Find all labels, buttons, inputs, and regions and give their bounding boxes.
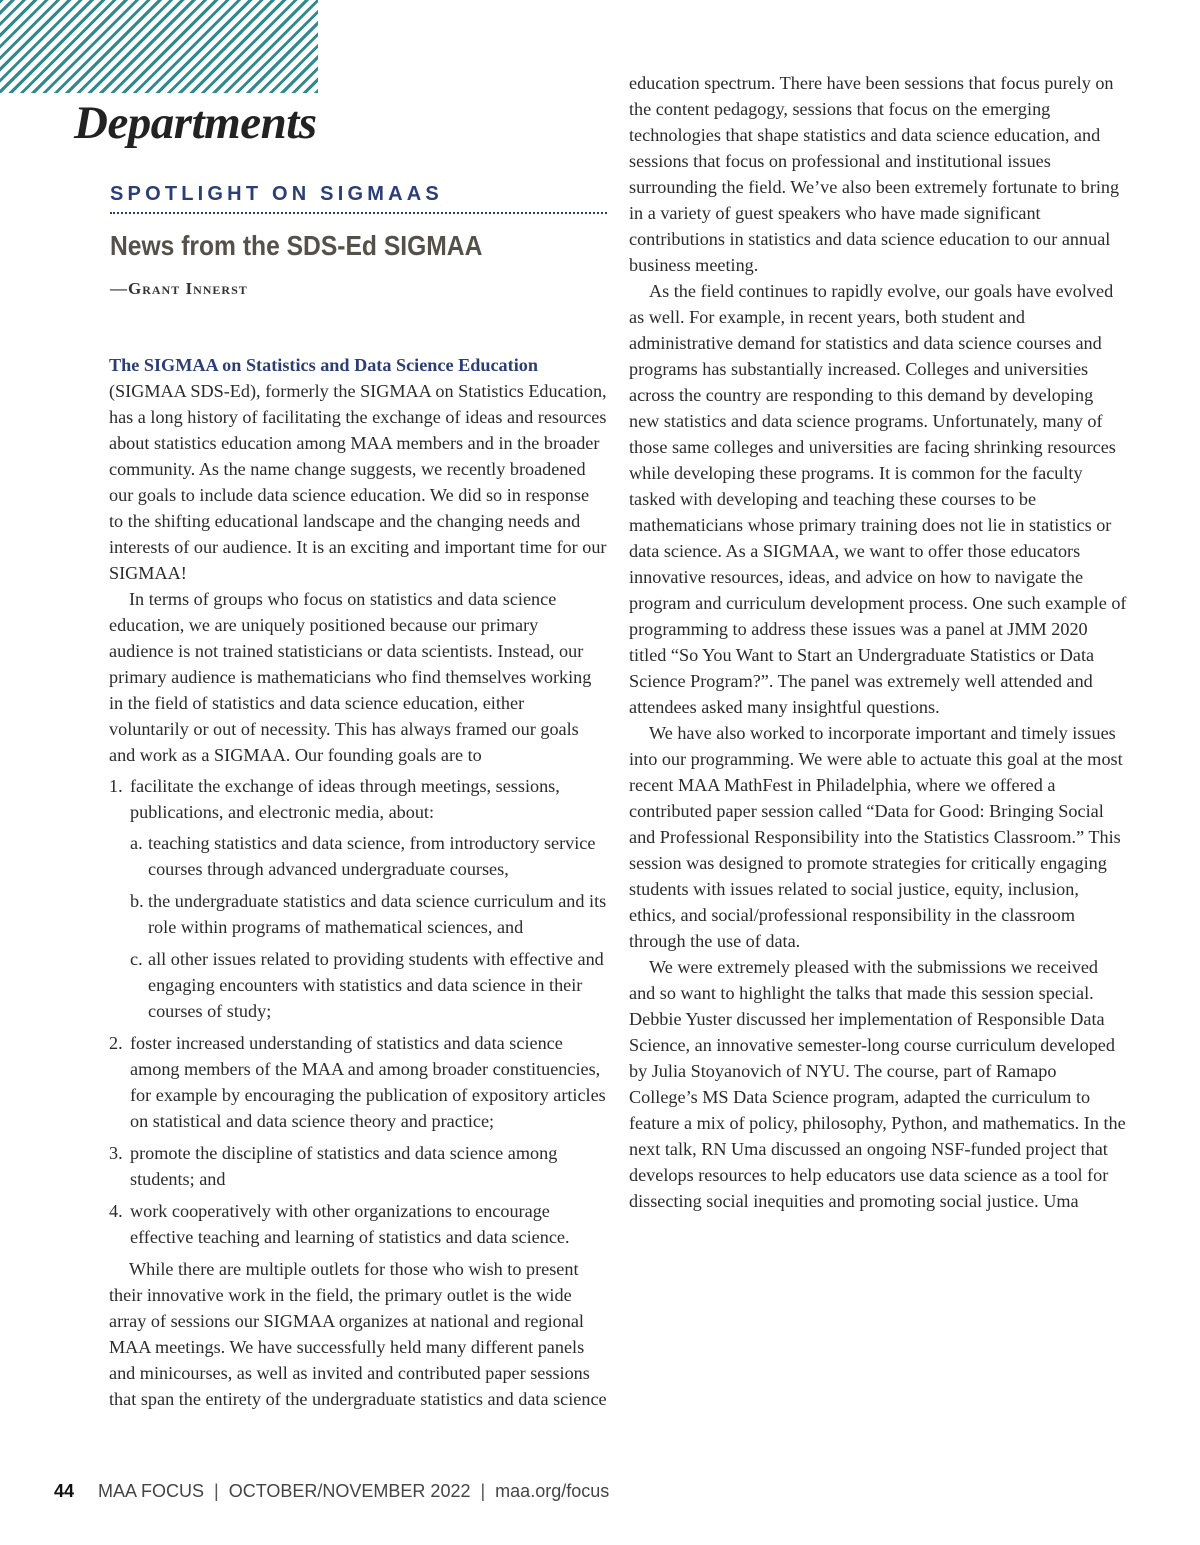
subgoal-item: [130, 946, 607, 1024]
goal-number: 1.: [109, 776, 123, 796]
goal-text: work cooperatively with other organizations to encourage effective teaching and learning of statistics and data science.: [130, 1201, 570, 1247]
publication-name: MAA FOCUS: [98, 1481, 205, 1501]
founding-goals-list: [109, 773, 607, 1250]
column-left: [109, 352, 607, 1412]
section-label: SPOTLIGHT ON SIGMAAS: [110, 183, 607, 214]
paragraph-sessions-start: While there are multiple outlets for those who wish to present their innovative work in the field, the primary outlet is the wide array of sessions our SIGMAA organizes at national and regional MAA meetings. We have successfully held many different panels and minicourses, as well as invited and contributed paper sessions that span the entirety of the undergraduate statistics and data science: [109, 1259, 607, 1409]
page-number: 44: [54, 1481, 75, 1501]
paragraph-intro: [109, 352, 607, 586]
footer-url: maa.org/focus: [495, 1481, 610, 1501]
subgoal-letter: a.: [130, 833, 143, 853]
subgoal-item: [130, 888, 607, 940]
subgoal-text: the undergraduate statistics and data science curriculum and its role within programs of mathematical sciences, and: [148, 891, 607, 937]
subgoal-text: all other issues related to providing students with effective and engaging encounters with statistics and data science in their courses of study;: [148, 949, 604, 1021]
goal-number: 2.: [109, 1033, 123, 1053]
goal-text: promote the discipline of statistics and data science among students; and: [130, 1143, 558, 1189]
subgoals-list: [130, 830, 607, 1024]
goal-item: [109, 1198, 607, 1250]
goal-number: 4.: [109, 1201, 123, 1221]
issue-date: OCTOBER/NOVEMBER 2022: [228, 1481, 471, 1501]
footer-separator: |: [480, 1481, 486, 1501]
goal-item: [109, 1030, 607, 1134]
article-headline: News from the SDS-Ed SIGMAA: [110, 230, 483, 261]
paragraph-submissions: We were extremely pleased with the submissions we received and so want to highlight the talks that made this session special. Debbie Yuster discussed her implementation of Responsible Data Science, an innovative semester-long course curriculum developed by Julia Stoyanovich of NYU. The course, part of Ramapo College’s MS Data Science program, adapted the curriculum to feature a mix of policy, philosophy, Python, and mathematics. In the next talk, RN Uma discussed an ongoing NSF-funded project that develops resources to help educators use data science as a tool for dissecting social inequities and promoting social justice. Uma: [629, 957, 1126, 1211]
paragraph-positioning: In terms of groups who focus on statistics and data science education, we are uniquely positioned because our primary audience is not trained statisticians or data scientists. Instead, our primary audience is mathematicians who find themselves working in the field of statistics and data science education, either voluntarily or out of necessity. This has always framed our goals and work as a SIGMAA. Our founding goals are to: [109, 589, 592, 765]
header-hatch-pattern: [0, 0, 318, 93]
paragraph-intro-text: (SIGMAA SDS-Ed), formerly the SIGMAA on Statistics Education, has a long history of facilitating the exchange of ideas and resources about statistics education among MAA members and in the broader community. As the name change suggests, we recently broadened our goals to include data science education. We did so in response to the shifting educational landscape and the changing needs and interests of our audience. It is an exciting and important time for our SIGMAA!: [109, 381, 607, 583]
goal-number: 3.: [109, 1143, 123, 1163]
goal-item: [109, 1140, 607, 1192]
page-footer: [54, 1481, 609, 1502]
lead-in-bold: The SIGMAA on Statistics and Data Science Education: [109, 355, 538, 375]
paragraph-evolving-goals: As the field continues to rapidly evolve, our goals have evolved as well. For example, in recent years, both student and administrative demand for statistics and data science courses and programs has substantially increased. Colleges and universities across the country are responding to this demand by developing new statistics and data science programs. Unfortunately, many of those same colleges and universities are facing shrinking resources while developing these programs. It is common for the faculty tasked with developing and teaching these courses to be mathematicians whose primary training does not lie in statistics or data science. As a SIGMAA, we want to offer those educators innovative resources, ideas, and advice on how to navigate the program and curriculum development process. One such example of programming to address these issues was a panel at JMM 2020 titled “So You Want to Start an Undergraduate Statistics or Data Science Program?”. The panel was extremely well attended and attendees asked many insightful questions.: [629, 281, 1127, 717]
article-byline: —Grant Innerst: [110, 279, 248, 298]
column-right: [629, 70, 1127, 1214]
paragraph-timely-issues: We have also worked to incorporate important and timely issues into our programming. We were able to actuate this goal at the most recent MAA MathFest in Philadelphia, where we offered a contributed paper session called “Data for Good: Bringing Social and Professional Responsibility into the Statistics Classroom.” This session was designed to promote strategies for critically engaging students with issues related to social justice, equity, inclusion, ethics, and social/professional responsibility in the classroom through the use of data.: [629, 723, 1123, 951]
goal-text: foster increased understanding of statistics and data science among members of the MAA and among broader constituencies, for example by encouraging the publication of expository articles on statistical and data science theory and practice;: [130, 1033, 606, 1131]
subgoal-text: teaching statistics and data science, from introductory service courses through advanced undergraduate courses,: [148, 833, 596, 879]
department-title: Departments: [74, 97, 317, 149]
footer-separator: |: [214, 1481, 219, 1501]
subgoal-letter: b.: [130, 891, 144, 911]
goal-item: [109, 773, 607, 1024]
paragraph-sessions-continued: education spectrum. There have been sessions that focus purely on the content pedagogy, sessions that focus on the emerging technologies that shape statistics and data science education, and sessions that focus on professional and institutional issues surrounding the field. We’ve also been extremely fortunate to bring in a variety of guest speakers who have made significant contributions in statistics and data science education to our annual business meeting.: [629, 73, 1120, 275]
subgoal-item: [130, 830, 607, 882]
subgoal-letter: c.: [130, 949, 143, 969]
goal-text: facilitate the exchange of ideas through meetings, sessions, publications, and electronic media, about:: [130, 776, 560, 822]
